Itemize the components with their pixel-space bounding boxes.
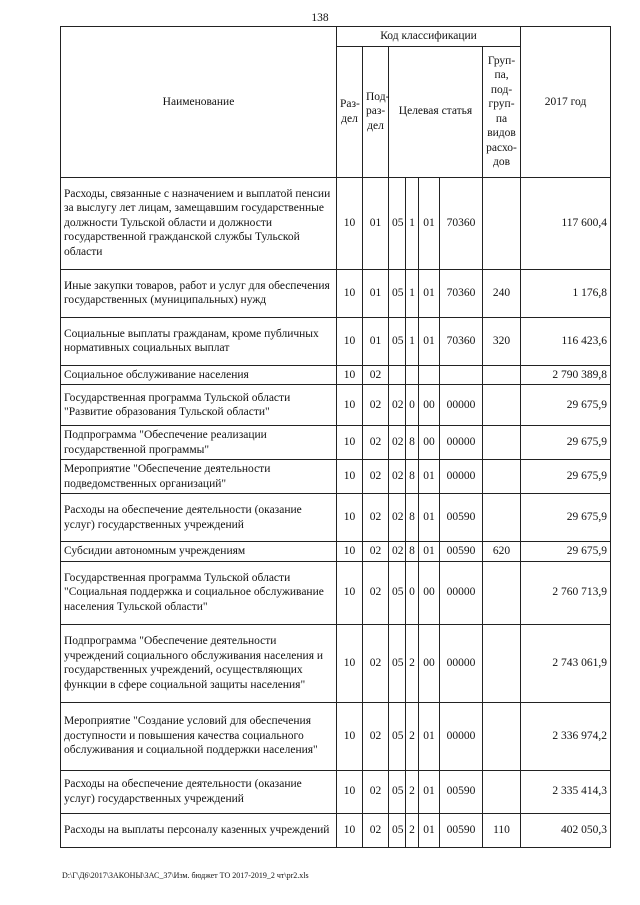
row-target-subprogram: 0 [406,385,419,426]
row-target-program: 05 [389,177,406,269]
row-razdel: 10 [337,813,363,847]
header-year: 2017 год [521,27,611,178]
row-target-subprogram: 8 [406,426,419,460]
row-target-event: 00 [419,624,440,702]
row-target-program: 02 [389,460,406,494]
row-amount: 29 675,9 [521,426,611,460]
row-amount: 117 600,4 [521,177,611,269]
row-target-subprogram: 2 [406,624,419,702]
header-target-article: Целевая статья [389,46,483,177]
row-target-subprogram: 2 [406,770,419,813]
row-target-subprogram: 2 [406,813,419,847]
header-name: Наименование [61,27,337,178]
file-path-footer: D:\Г\Д6\2017\ЗАКОНЫ\ЗАС_37\Изм. бюджет ТО 2017-2019_2 чт\pr2.xls [62,871,309,880]
row-target-program: 05 [389,770,406,813]
row-razdel: 10 [337,770,363,813]
row-amount: 29 675,9 [521,494,611,542]
row-target-direction: 00590 [440,542,483,562]
row-name: Социальные выплаты гражданам, кроме публичных нормативных социальных выплат [61,317,337,365]
row-target-program: 02 [389,494,406,542]
row-name: Расходы на обеспечение деятельности (оказание услуг) государственных учреждений [61,770,337,813]
row-amount: 29 675,9 [521,542,611,562]
row-target-event: 01 [419,702,440,770]
row-podrazdel: 01 [363,269,389,317]
header-podrazdel: Под-раз-дел [363,46,389,177]
table-row [61,317,611,365]
row-podrazdel: 02 [363,561,389,624]
row-name: Подпрограмма "Обеспечение деятельности учреждений социального обслуживания населения и государственных учреждений, осуществляющих функции в сфере социальной защиты населения" [61,624,337,702]
row-target-event: 01 [419,494,440,542]
table-row [61,426,611,460]
table-row [61,813,611,847]
row-target-program: 05 [389,561,406,624]
row-target-program [389,365,406,385]
row-target-direction: 00000 [440,624,483,702]
row-name: Расходы на обеспечение деятельности (оказание услуг) государственных учреждений [61,494,337,542]
row-name: Государственная программа Тульской области "Развитие образования Тульской области" [61,385,337,426]
row-amount: 29 675,9 [521,385,611,426]
table-row [61,494,611,542]
table-row [61,702,611,770]
row-target-direction: 00000 [440,561,483,624]
row-target-subprogram: 8 [406,542,419,562]
row-expense-group [483,561,521,624]
row-target-direction: 70360 [440,317,483,365]
row-name: Государственная программа Тульской области "Социальная поддержка и социальное обслуживание населения Тульской области" [61,561,337,624]
row-expense-group: 110 [483,813,521,847]
row-target-subprogram: 1 [406,317,419,365]
row-podrazdel: 02 [363,460,389,494]
row-name: Субсидии автономным учреждениям [61,542,337,562]
row-target-subprogram: 8 [406,460,419,494]
row-podrazdel: 01 [363,317,389,365]
row-podrazdel: 02 [363,385,389,426]
row-amount: 2 335 414,3 [521,770,611,813]
row-name: Расходы на выплаты персоналу казенных учреждений [61,813,337,847]
row-target-direction: 00590 [440,770,483,813]
row-expense-group: 620 [483,542,521,562]
row-podrazdel: 02 [363,494,389,542]
budget-table [60,26,611,848]
row-target-subprogram: 8 [406,494,419,542]
row-razdel: 10 [337,494,363,542]
page-number: 138 [311,12,329,24]
row-expense-group [483,624,521,702]
row-razdel: 10 [337,385,363,426]
row-target-event: 01 [419,269,440,317]
table-row [61,770,611,813]
table-row [61,269,611,317]
row-target-event: 01 [419,542,440,562]
row-amount: 29 675,9 [521,460,611,494]
row-target-subprogram [406,365,419,385]
row-expense-group [483,177,521,269]
row-amount: 116 423,6 [521,317,611,365]
row-target-event: 00 [419,385,440,426]
row-target-event: 01 [419,813,440,847]
table-row [61,561,611,624]
row-target-event: 01 [419,317,440,365]
row-target-subprogram: 1 [406,177,419,269]
row-razdel: 10 [337,702,363,770]
row-expense-group [483,770,521,813]
header-expense-group: Груп-па, под-груп-па видов расхо-дов [483,46,521,177]
table-row [61,365,611,385]
row-target-direction: 00000 [440,385,483,426]
row-target-program: 02 [389,426,406,460]
row-podrazdel: 02 [363,426,389,460]
row-target-direction: 00000 [440,702,483,770]
row-podrazdel: 01 [363,177,389,269]
row-target-event: 01 [419,177,440,269]
row-expense-group [483,385,521,426]
row-podrazdel: 02 [363,770,389,813]
table-row [61,177,611,269]
row-target-event: 00 [419,561,440,624]
row-target-event [419,365,440,385]
row-expense-group [483,494,521,542]
row-target-event: 01 [419,770,440,813]
row-podrazdel: 02 [363,813,389,847]
row-target-direction: 70360 [440,177,483,269]
row-podrazdel: 02 [363,542,389,562]
row-target-program: 05 [389,269,406,317]
table-body [61,177,611,847]
row-name: Мероприятие "Создание условий для обеспечения доступности и повышения качества социального обслуживания и социальной поддержки населения" [61,702,337,770]
row-razdel: 10 [337,177,363,269]
header-classification: Код классификации [337,27,521,47]
row-target-program: 02 [389,542,406,562]
row-razdel: 10 [337,542,363,562]
row-name: Подпрограмма "Обеспечение реализации государственной программы" [61,426,337,460]
row-name: Иные закупки товаров, работ и услуг для обеспечения государственных (муниципальных) нужд [61,269,337,317]
table-row [61,542,611,562]
row-razdel: 10 [337,561,363,624]
table-row [61,385,611,426]
row-name: Мероприятие "Обеспечение деятельности подведомственных организаций" [61,460,337,494]
row-amount: 402 050,3 [521,813,611,847]
row-razdel: 10 [337,317,363,365]
row-target-direction: 70360 [440,269,483,317]
row-target-program: 05 [389,317,406,365]
row-target-program: 05 [389,624,406,702]
row-expense-group [483,460,521,494]
row-target-event: 01 [419,460,440,494]
row-target-direction: 00590 [440,494,483,542]
row-razdel: 10 [337,460,363,494]
row-target-direction: 00590 [440,813,483,847]
row-target-program: 02 [389,385,406,426]
row-amount: 1 176,8 [521,269,611,317]
row-amount: 2 790 389,8 [521,365,611,385]
row-target-direction [440,365,483,385]
row-expense-group [483,702,521,770]
row-expense-group [483,365,521,385]
row-expense-group: 320 [483,317,521,365]
row-razdel: 10 [337,426,363,460]
row-target-program: 05 [389,702,406,770]
row-target-direction: 00000 [440,460,483,494]
row-expense-group: 240 [483,269,521,317]
row-razdel: 10 [337,624,363,702]
row-podrazdel: 02 [363,702,389,770]
row-amount: 2 336 974,2 [521,702,611,770]
row-amount: 2 743 061,9 [521,624,611,702]
row-expense-group [483,426,521,460]
row-name: Расходы, связанные с назначением и выплатой пенсии за выслугу лет лицам, замещавшим государственные должности Тульской области и должности государственной гражданской службы Тульской области [61,177,337,269]
row-razdel: 10 [337,365,363,385]
row-target-event: 00 [419,426,440,460]
row-amount: 2 760 713,9 [521,561,611,624]
row-target-subprogram: 1 [406,269,419,317]
row-podrazdel: 02 [363,624,389,702]
header-razdel: Раз-дел [337,46,363,177]
row-target-program: 05 [389,813,406,847]
row-target-subprogram: 2 [406,702,419,770]
row-target-subprogram: 0 [406,561,419,624]
row-target-direction: 00000 [440,426,483,460]
table-row [61,460,611,494]
row-name: Социальное обслуживание населения [61,365,337,385]
row-podrazdel: 02 [363,365,389,385]
row-razdel: 10 [337,269,363,317]
table-row [61,624,611,702]
